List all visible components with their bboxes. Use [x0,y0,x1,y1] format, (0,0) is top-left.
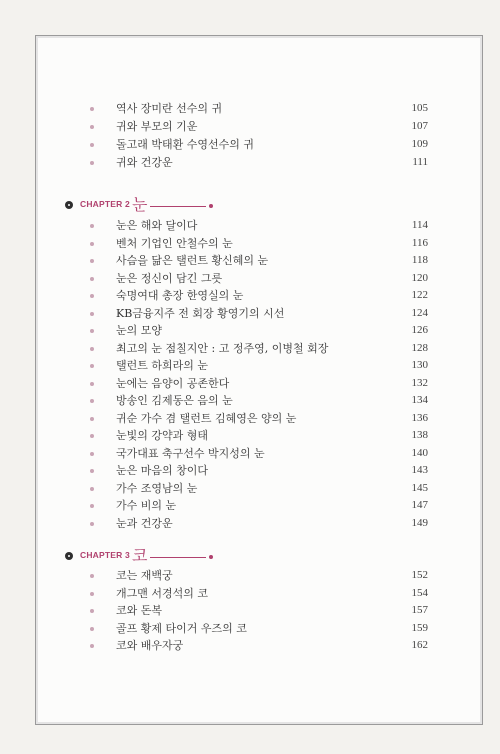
toc-entry-page: 140 [411,446,428,459]
toc-entry-title: 눈은 정신이 담긴 그릇 [116,271,223,285]
bullet-icon [90,143,94,147]
chapter-title: 코 [132,546,148,565]
bullet-icon [90,434,94,438]
chapter-label: CHAPTER 3 [80,550,130,560]
bullet-icon [90,627,94,631]
toc-entry-page: 122 [411,289,428,301]
toc-entry-title: 방송인 김제동은 음의 눈 [116,394,233,407]
chapter-divider [150,206,206,207]
toc-entry[interactable] [36,462,484,479]
toc-entry-page: 107 [411,120,428,132]
bullet-icon [90,417,94,421]
chapter-divider [150,557,206,558]
bullet-icon [90,382,94,386]
toc-entry-page: 124 [411,306,428,319]
bullet-icon [90,242,94,246]
toc-entry-title: 돌고래 박태환 수영선수의 귀 [116,138,255,151]
bullet-icon [90,224,94,228]
toc-entry[interactable] [36,445,484,462]
bullet-icon [90,294,94,298]
bullet-icon [90,312,94,316]
toc-entry[interactable] [36,118,484,135]
chapter-dot-icon [209,555,213,559]
toc-entry-page: 145 [411,481,428,494]
book-page [35,35,483,725]
toc-entry-page: 157 [411,604,428,616]
toc-entry-title: 역사 장미란 선수의 귀 [116,102,223,115]
bullet-icon [90,574,94,578]
bullet-icon [90,107,94,111]
toc-entry[interactable] [36,410,484,427]
toc-entry[interactable] [36,270,484,287]
toc-entry[interactable] [36,585,484,602]
toc-entry-title: 최고의 눈 점칠지안 : 고 정주영, 이병철 회장 [116,341,329,355]
toc-entry-title: 숙명여대 총장 한영실의 눈 [116,289,244,302]
toc-entry-page: 130 [411,359,428,371]
chapter-2-heading [36,194,484,218]
toc-entry-title: 귀와 건강운 [116,156,173,169]
toc-entry-page: 105 [411,102,428,114]
toc-entry-title: 눈은 마음의 창이다 [116,464,209,477]
bullet-icon [90,329,94,333]
toc-entry-title: 벤처 기업인 안철수의 눈 [116,236,233,250]
toc-entry-title: 가수 비의 눈 [116,499,177,512]
toc-entry-page: 109 [411,138,428,150]
bullet-icon [90,347,94,351]
bullet-icon [90,277,94,281]
bullet-icon [90,592,94,596]
toc-entry-title: 가수 조영남의 눈 [116,481,198,495]
toc-entry-title: 사슴을 닮은 탤런트 황신혜의 눈 [116,254,269,267]
toc-entry-title: 골프 황제 타이거 우즈의 코 [116,621,247,635]
toc-entry[interactable] [36,305,484,322]
bullet-icon [90,452,94,456]
chapter-dot-icon [209,204,213,208]
toc-entry-page: 149 [411,516,428,529]
toc-entry-title: 탤런트 하희라의 눈 [116,359,209,372]
toc-entry[interactable] [36,480,484,497]
toc-entry[interactable] [36,357,484,374]
toc-entry-page: 154 [411,586,428,599]
toc-entry[interactable] [36,375,484,392]
bullet-icon [90,364,94,368]
toc-entry-title: 코와 돈복 [116,604,163,617]
chapter-label: CHAPTER 2 [80,199,130,209]
toc-entry-title: 눈과 건강운 [116,516,173,530]
toc-entry-page: 126 [411,324,428,336]
bullet-icon [90,399,94,403]
toc-entry-page: 159 [411,621,428,634]
toc-entry[interactable] [36,154,484,171]
bullet-icon [90,644,94,648]
toc-entry-page: 162 [411,639,428,651]
toc-entry-page: 118 [411,254,428,266]
toc-entry-title: 눈에는 음양이 공존한다 [116,376,230,390]
chapter-marker-icon [65,552,73,560]
toc-entry-title: 국가대표 축구선수 박지성의 눈 [116,446,265,460]
toc-entry[interactable] [36,136,484,153]
toc-entry[interactable] [36,252,484,269]
bullet-icon [90,259,94,263]
toc-entry[interactable] [36,515,484,532]
toc-entry[interactable] [36,100,484,117]
toc-entry[interactable] [36,340,484,357]
toc-entry-page: 111 [412,156,428,168]
toc-entry-title: 개그맨 서경석의 코 [116,586,209,600]
toc-entry[interactable] [36,602,484,619]
toc-entry[interactable] [36,567,484,584]
toc-entry-page: 132 [411,376,428,389]
chapter-marker-icon [65,201,73,209]
toc-entry-page: 147 [411,499,428,511]
toc-entry[interactable] [36,637,484,654]
toc-entry-page: 114 [411,219,428,231]
bullet-icon [90,522,94,526]
toc-entry-title: 코는 재백궁 [116,569,173,582]
toc-entry[interactable] [36,497,484,514]
toc-entry[interactable] [36,217,484,234]
bullet-icon [90,161,94,165]
toc-entry-page: 143 [411,464,428,476]
toc-entry-page: 136 [411,411,428,424]
toc-entry-page: 128 [411,341,428,354]
toc-entry-page: 134 [411,394,428,406]
bullet-icon [90,125,94,129]
toc-entry-page: 152 [411,569,428,581]
toc-entry-title: 눈빛의 강약과 형태 [116,429,209,442]
chapter-title: 눈 [132,195,148,214]
bullet-icon [90,469,94,473]
toc-entry[interactable] [36,287,484,304]
toc-entry-title: 코와 배우자궁 [116,639,184,652]
toc-entry-page: 138 [411,429,428,441]
toc-entry[interactable] [36,620,484,637]
toc-entry-title: 귀와 부모의 기운 [116,120,198,133]
toc-entry[interactable] [36,235,484,252]
bullet-icon [90,609,94,613]
bullet-icon [90,487,94,491]
toc-entry-page: 120 [411,271,428,284]
toc-entry-title: 눈의 모양 [116,324,163,337]
toc-entry-title: 눈은 해와 달이다 [116,219,198,232]
toc-entry[interactable] [36,322,484,339]
bullet-icon [90,504,94,508]
toc-entry[interactable] [36,392,484,409]
toc-entry-page: 116 [411,236,428,249]
toc-entry-title: 귀순 가수 겸 탤런트 김혜영은 양의 눈 [116,411,297,425]
toc-entry-title: KB금융지주 전 회장 황영기의 시선 [116,306,285,320]
toc-entry[interactable] [36,427,484,444]
chapter-3-heading [36,545,484,569]
